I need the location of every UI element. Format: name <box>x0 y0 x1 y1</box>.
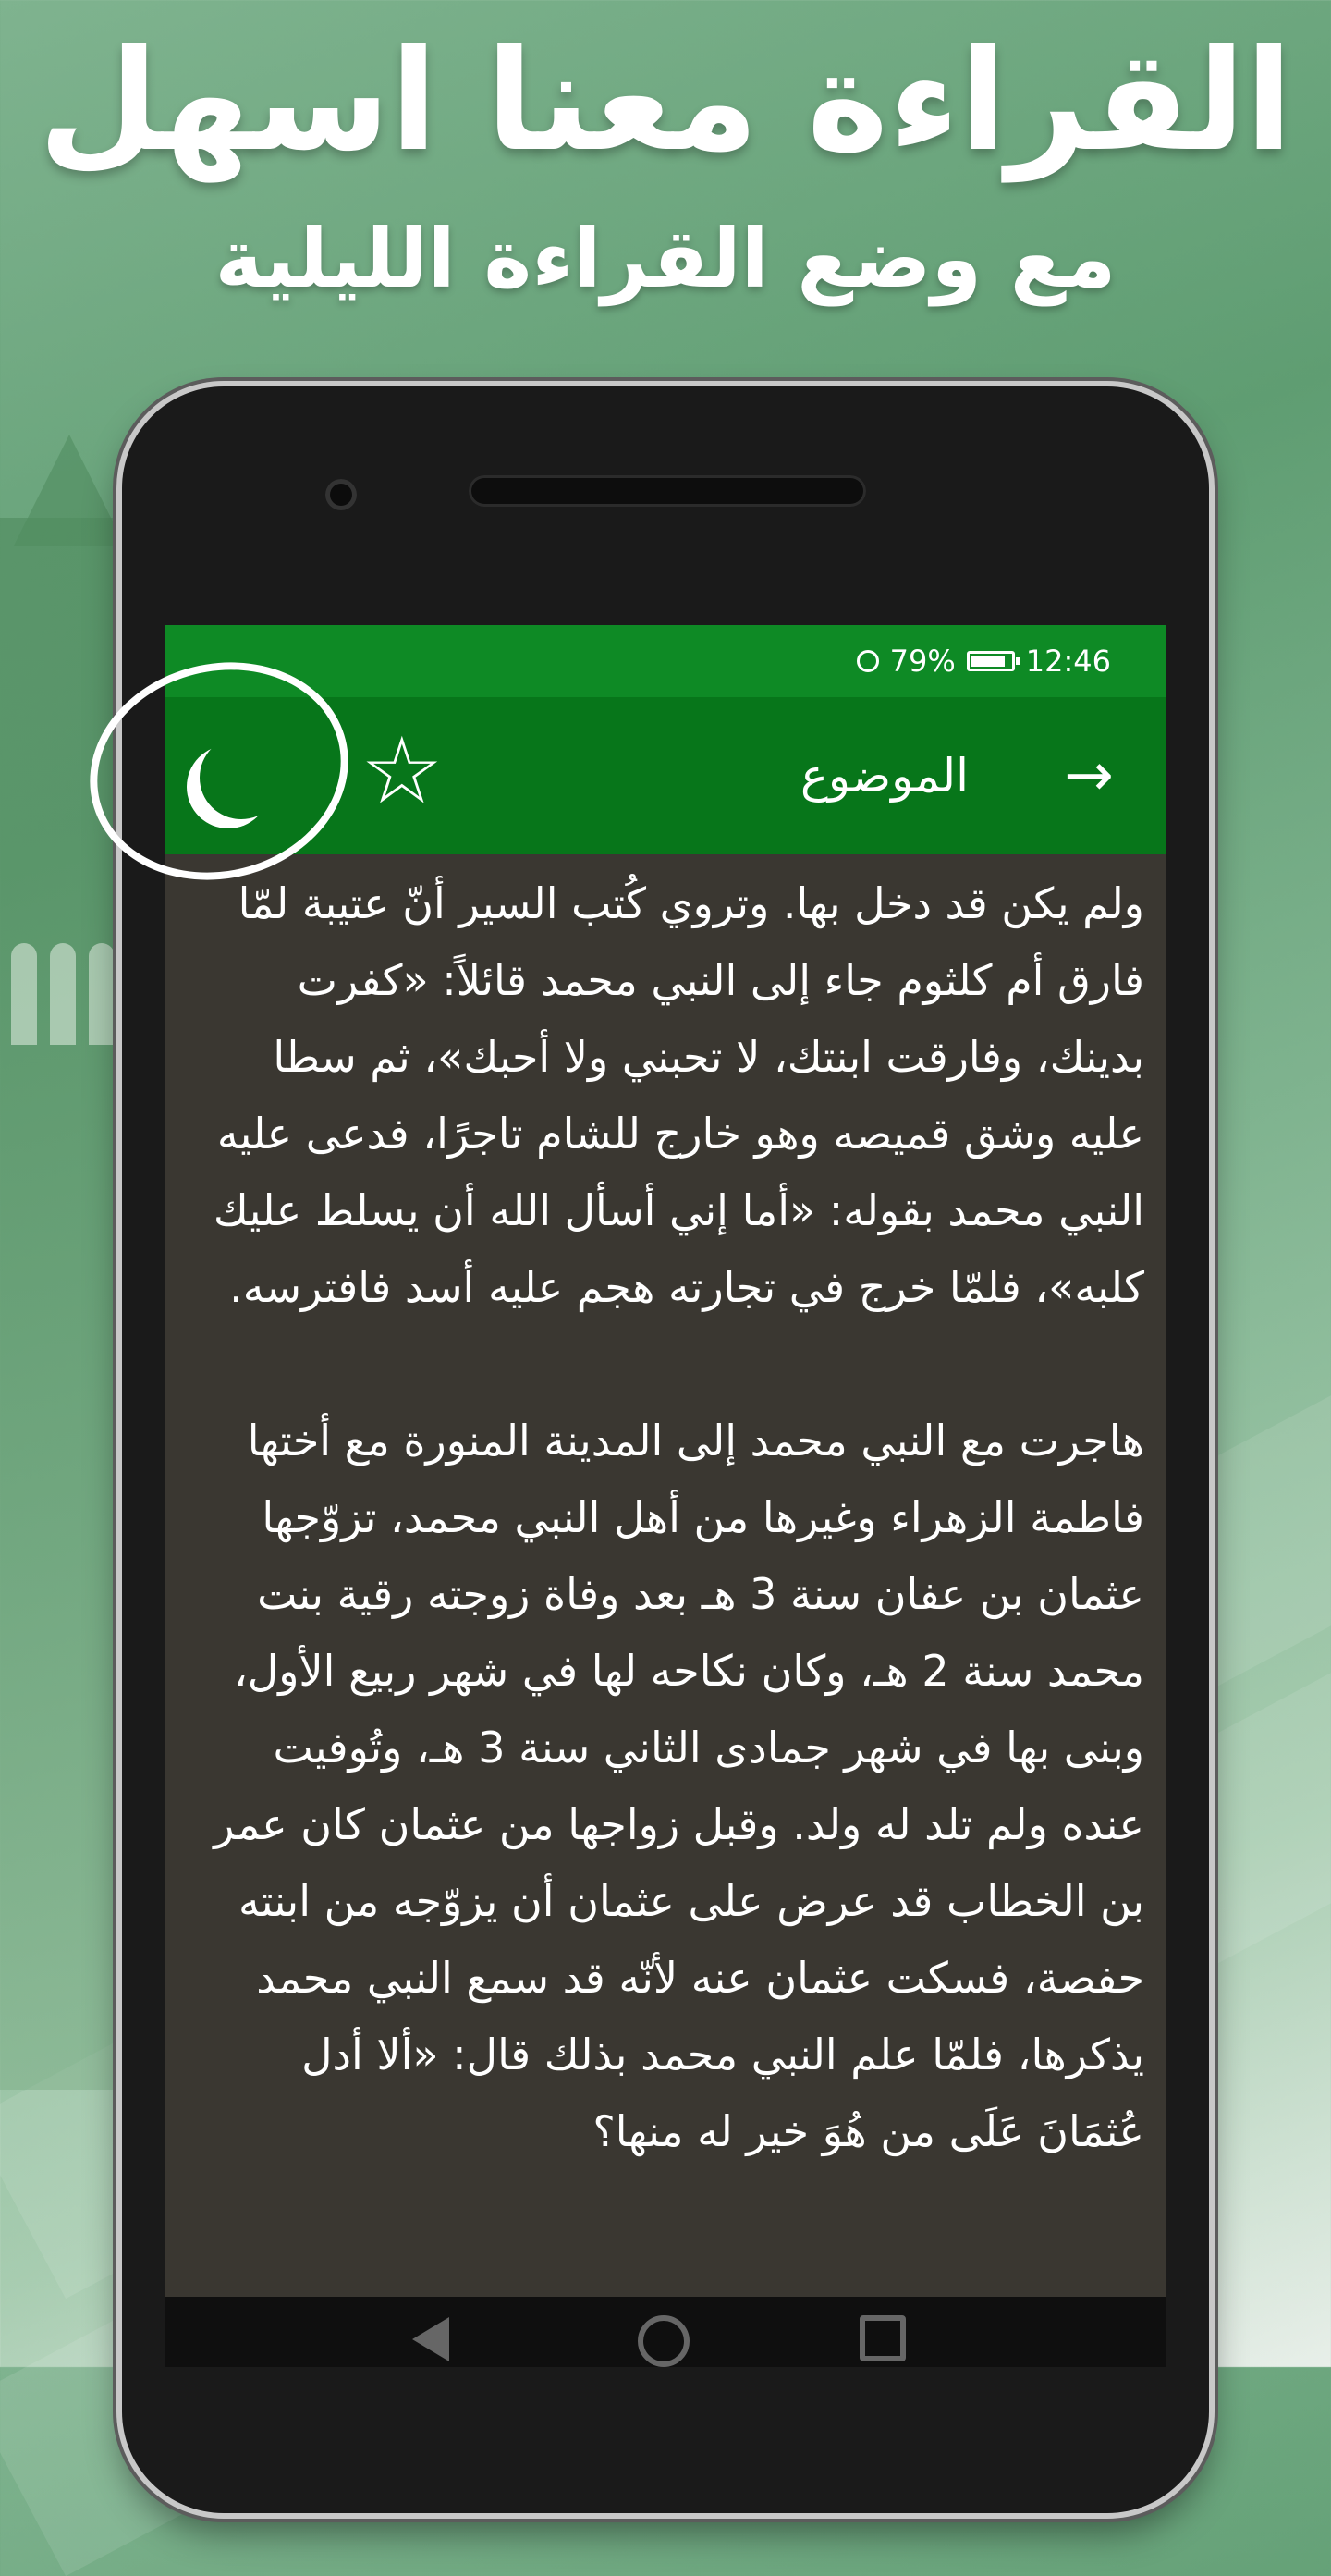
promo-headline: القراءة معنا اسهل <box>38 21 1293 182</box>
system-nav-bar <box>165 2297 1166 2367</box>
clock: 12:46 <box>1025 644 1111 679</box>
content-paragraph: ولم يكن قد دخل بها. وتروي كُتب السير أنّ عتيبة لمّا فارق أم كلثوم جاء إلى النبي محمد قائلاً: «كفرت بدينك، وفارقت ابنتك، لا تحبني ولا أحبك»، ثم سطا عليه وشق قميصه وهو خارج للشام تاجرًا، فدعى عليه النبي محمد بقوله: «أما إني أسأل الله أن يسلط عليك كلبه»، فلمّا خرج في تجارته هجم عليه أسد فافترسه. <box>213 878 1144 1312</box>
speaker-grille <box>469 475 866 507</box>
battery-icon <box>967 651 1015 671</box>
content-paragraph: هاجرت مع النبي محمد إلى المدينة المنورة مع أختها فاطمة الزهراء وغيرها من أهل النبي محمد، تزوّجها عثمان بن عفان سنة 3 هـ بعد وفاة زوجته رقية بنت محمد سنة 2 هـ، وكان نكاحه لها في شهر ربيع الأول، وبنى بها في شهر جمادى الثاني سنة 3 هـ، وتُوفيت عنده ولم تلد له ولد. وقبل زواجها من عثمان كان عمر بن الخطاب قد عرض على عثمان أن يزوّجه من ابنته حفصة، فسكت عثمان عنه لأنّه قد سمع النبي محمد يذكرها، فلمّا علم النبي محمد بذلك قال: «ألا أدل عُثمَانَ عَلَى من هُوَ خير له منها؟ <box>214 1416 1144 2156</box>
toolbar-title: الموضوع <box>800 749 969 803</box>
alarm-icon <box>857 650 879 672</box>
battery-percent: 79% <box>889 644 956 679</box>
status-bar <box>165 625 1166 697</box>
square-recents-icon[interactable] <box>860 2315 906 2361</box>
favorite-star-icon[interactable]: ☆ <box>360 717 444 825</box>
circle-home-icon[interactable] <box>638 2315 690 2367</box>
camera-icon <box>325 479 357 510</box>
reader-content[interactable] <box>165 854 1166 2297</box>
triangle-back-icon[interactable] <box>412 2317 449 2361</box>
app-screen <box>165 625 1166 2367</box>
minaret-windows <box>11 943 115 1045</box>
back-arrow-icon[interactable]: → <box>1064 742 1114 810</box>
promo-subheadline: مع وضع القراءة الليلية <box>214 211 1117 306</box>
